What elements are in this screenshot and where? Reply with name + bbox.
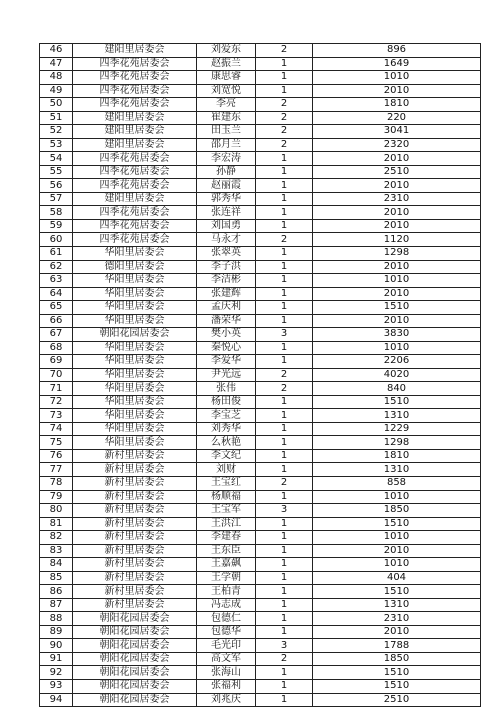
row-number-cell: 56	[40, 179, 73, 193]
person-name-cell: 李子洪	[197, 260, 256, 274]
row-number-cell: 52	[40, 125, 73, 139]
data-table	[39, 43, 481, 707]
count-cell: 1	[256, 165, 313, 179]
committee-cell: 新村里居委会	[73, 531, 197, 545]
count-cell: 1	[256, 463, 313, 477]
amount-cell: 2010	[313, 314, 481, 328]
count-cell: 1	[256, 84, 313, 98]
row-number-cell: 85	[40, 571, 73, 585]
amount-cell: 1010	[313, 341, 481, 355]
person-name-cell: 毛光印	[197, 639, 256, 653]
committee-cell: 四季花苑居委会	[73, 165, 197, 179]
amount-cell: 1510	[313, 585, 481, 599]
row-number-cell: 76	[40, 449, 73, 463]
person-name-cell: 王柏青	[197, 585, 256, 599]
table-row	[40, 274, 481, 288]
person-name-cell: 王洪江	[197, 517, 256, 531]
amount-cell: 2010	[313, 625, 481, 639]
table-row	[40, 382, 481, 396]
committee-cell: 朝阳花园居委会	[73, 625, 197, 639]
person-name-cell: 张连祥	[197, 206, 256, 220]
amount-cell: 2010	[313, 206, 481, 220]
count-cell: 1	[256, 71, 313, 85]
amount-cell: 1120	[313, 233, 481, 247]
count-cell: 1	[256, 57, 313, 71]
table-row	[40, 233, 481, 247]
count-cell: 1	[256, 598, 313, 612]
amount-cell: 1010	[313, 531, 481, 545]
committee-cell: 新村里居委会	[73, 585, 197, 599]
person-name-cell: 杨顺福	[197, 490, 256, 504]
amount-cell: 2010	[313, 179, 481, 193]
person-name-cell: 杨田俊	[197, 395, 256, 409]
person-name-cell: 刘秀华	[197, 422, 256, 436]
person-name-cell: 张伟	[197, 382, 256, 396]
row-number-cell: 48	[40, 71, 73, 85]
person-name-cell: 马永才	[197, 233, 256, 247]
amount-cell: 1810	[313, 449, 481, 463]
person-name-cell: 樊小英	[197, 328, 256, 342]
count-cell: 1	[256, 219, 313, 233]
amount-cell: 1649	[313, 57, 481, 71]
amount-cell: 2320	[313, 138, 481, 152]
count-cell: 1	[256, 260, 313, 274]
count-cell: 1	[256, 558, 313, 572]
amount-cell: 1850	[313, 504, 481, 518]
table-row	[40, 165, 481, 179]
row-number-cell: 59	[40, 219, 73, 233]
committee-cell: 华阳里居委会	[73, 314, 197, 328]
amount-cell: 4020	[313, 368, 481, 382]
row-number-cell: 86	[40, 585, 73, 599]
committee-cell: 四季花苑居委会	[73, 206, 197, 220]
amount-cell: 1510	[313, 395, 481, 409]
row-number-cell: 78	[40, 477, 73, 491]
row-number-cell: 67	[40, 328, 73, 342]
committee-cell: 新村里居委会	[73, 558, 197, 572]
table-row	[40, 71, 481, 85]
committee-cell: 新村里居委会	[73, 504, 197, 518]
committee-cell: 华阳里居委会	[73, 436, 197, 450]
count-cell: 2	[256, 652, 313, 666]
row-number-cell: 89	[40, 625, 73, 639]
amount-cell: 1510	[313, 301, 481, 315]
amount-cell: 2010	[313, 219, 481, 233]
committee-cell: 华阳里居委会	[73, 301, 197, 315]
count-cell: 2	[256, 477, 313, 491]
amount-cell: 3041	[313, 125, 481, 139]
committee-cell: 德阳里居委会	[73, 260, 197, 274]
committee-cell: 朝阳花园居委会	[73, 639, 197, 653]
table-row	[40, 436, 481, 450]
amount-cell: 220	[313, 111, 481, 125]
row-number-cell: 69	[40, 355, 73, 369]
amount-cell: 1010	[313, 274, 481, 288]
person-name-cell: 李建春	[197, 531, 256, 545]
table-row	[40, 477, 481, 491]
person-name-cell: 王嘉飙	[197, 558, 256, 572]
committee-cell: 新村里居委会	[73, 598, 197, 612]
count-cell: 1	[256, 693, 313, 707]
person-name-cell: 张翠英	[197, 246, 256, 260]
row-number-cell: 58	[40, 206, 73, 220]
committee-cell: 建阳里居委会	[73, 44, 197, 58]
count-cell: 1	[256, 206, 313, 220]
committee-cell: 华阳里居委会	[73, 395, 197, 409]
person-name-cell: 包德仁	[197, 612, 256, 626]
committee-cell: 四季花苑居委会	[73, 179, 197, 193]
committee-cell: 朝阳花园居委会	[73, 693, 197, 707]
table-row	[40, 301, 481, 315]
count-cell: 1	[256, 585, 313, 599]
table-row	[40, 585, 481, 599]
committee-cell: 四季花苑居委会	[73, 57, 197, 71]
table-row	[40, 314, 481, 328]
amount-cell: 1788	[313, 639, 481, 653]
row-number-cell: 77	[40, 463, 73, 477]
table-row	[40, 111, 481, 125]
committee-cell: 朝阳花园居委会	[73, 652, 197, 666]
committee-cell: 新村里居委会	[73, 571, 197, 585]
table-row	[40, 179, 481, 193]
table-row	[40, 639, 481, 653]
row-number-cell: 73	[40, 409, 73, 423]
person-name-cell: 王学朝	[197, 571, 256, 585]
table-row	[40, 463, 481, 477]
row-number-cell: 55	[40, 165, 73, 179]
count-cell: 1	[256, 179, 313, 193]
committee-cell: 新村里居委会	[73, 490, 197, 504]
row-number-cell: 93	[40, 679, 73, 693]
count-cell: 3	[256, 328, 313, 342]
row-number-cell: 60	[40, 233, 73, 247]
row-number-cell: 63	[40, 274, 73, 288]
row-number-cell: 82	[40, 531, 73, 545]
table-body	[40, 44, 481, 707]
amount-cell: 840	[313, 382, 481, 396]
row-number-cell: 64	[40, 287, 73, 301]
person-name-cell: 冯志成	[197, 598, 256, 612]
table-row	[40, 341, 481, 355]
amount-cell: 2010	[313, 287, 481, 301]
table-row	[40, 666, 481, 680]
committee-cell: 四季花苑居委会	[73, 84, 197, 98]
count-cell: 1	[256, 531, 313, 545]
amount-cell: 404	[313, 571, 481, 585]
committee-cell: 朝阳花园居委会	[73, 612, 197, 626]
count-cell: 2	[256, 98, 313, 112]
row-number-cell: 49	[40, 84, 73, 98]
row-number-cell: 47	[40, 57, 73, 71]
row-number-cell: 61	[40, 246, 73, 260]
table-row	[40, 652, 481, 666]
person-name-cell: 刘国勇	[197, 219, 256, 233]
table-row	[40, 206, 481, 220]
table-row	[40, 504, 481, 518]
person-name-cell: 潘荣华	[197, 314, 256, 328]
count-cell: 1	[256, 625, 313, 639]
amount-cell: 2010	[313, 260, 481, 274]
row-number-cell: 88	[40, 612, 73, 626]
amount-cell: 1010	[313, 71, 481, 85]
committee-cell: 建阳里居委会	[73, 111, 197, 125]
table-row	[40, 152, 481, 166]
row-number-cell: 54	[40, 152, 73, 166]
count-cell: 1	[256, 436, 313, 450]
row-number-cell: 70	[40, 368, 73, 382]
amount-cell: 1510	[313, 517, 481, 531]
table-row	[40, 219, 481, 233]
count-cell: 1	[256, 301, 313, 315]
count-cell: 1	[256, 490, 313, 504]
count-cell: 1	[256, 517, 313, 531]
person-name-cell: 王东臣	[197, 544, 256, 558]
amount-cell: 3830	[313, 328, 481, 342]
person-name-cell: 张福利	[197, 679, 256, 693]
amount-cell: 1010	[313, 490, 481, 504]
amount-cell: 2206	[313, 355, 481, 369]
person-name-cell: 刘宽悦	[197, 84, 256, 98]
amount-cell: 896	[313, 44, 481, 58]
count-cell: 2	[256, 368, 313, 382]
table-row	[40, 138, 481, 152]
table-row	[40, 679, 481, 693]
person-name-cell: 李洁彬	[197, 274, 256, 288]
amount-cell: 2310	[313, 192, 481, 206]
amount-cell: 2010	[313, 152, 481, 166]
amount-cell: 1229	[313, 422, 481, 436]
count-cell: 1	[256, 246, 313, 260]
person-name-cell: 秦悦心	[197, 341, 256, 355]
committee-cell: 建阳里居委会	[73, 125, 197, 139]
table-row	[40, 395, 481, 409]
table-row	[40, 693, 481, 707]
count-cell: 1	[256, 152, 313, 166]
committee-cell: 朝阳花园居委会	[73, 328, 197, 342]
count-cell: 1	[256, 666, 313, 680]
table-row	[40, 612, 481, 626]
amount-cell: 2010	[313, 544, 481, 558]
table-row	[40, 409, 481, 423]
table-row	[40, 328, 481, 342]
committee-cell: 华阳里居委会	[73, 368, 197, 382]
count-cell: 2	[256, 138, 313, 152]
committee-cell: 四季花苑居委会	[73, 71, 197, 85]
person-name-cell: 邵月兰	[197, 138, 256, 152]
row-number-cell: 74	[40, 422, 73, 436]
person-name-cell: 张海山	[197, 666, 256, 680]
table-row	[40, 355, 481, 369]
row-number-cell: 51	[40, 111, 73, 125]
committee-cell: 四季花苑居委会	[73, 152, 197, 166]
table-row	[40, 246, 481, 260]
amount-cell: 1298	[313, 246, 481, 260]
count-cell: 3	[256, 504, 313, 518]
table-row	[40, 98, 481, 112]
committee-cell: 华阳里居委会	[73, 274, 197, 288]
count-cell: 1	[256, 544, 313, 558]
row-number-cell: 57	[40, 192, 73, 206]
amount-cell: 2510	[313, 693, 481, 707]
row-number-cell: 46	[40, 44, 73, 58]
committee-cell: 华阳里居委会	[73, 355, 197, 369]
table-row	[40, 490, 481, 504]
person-name-cell: 尹光远	[197, 368, 256, 382]
person-name-cell: 李爱华	[197, 355, 256, 369]
amount-cell: 858	[313, 477, 481, 491]
count-cell: 3	[256, 639, 313, 653]
person-name-cell: 李亮	[197, 98, 256, 112]
person-name-cell: 李宝芝	[197, 409, 256, 423]
table-row	[40, 287, 481, 301]
table-row	[40, 192, 481, 206]
person-name-cell: 孟庆利	[197, 301, 256, 315]
count-cell: 2	[256, 125, 313, 139]
table-row	[40, 625, 481, 639]
amount-cell: 1310	[313, 463, 481, 477]
amount-cell: 2310	[313, 612, 481, 626]
table-row	[40, 531, 481, 545]
count-cell: 2	[256, 44, 313, 58]
count-cell: 1	[256, 395, 313, 409]
count-cell: 1	[256, 571, 313, 585]
person-name-cell: 么秋艳	[197, 436, 256, 450]
person-name-cell: 赵丽霞	[197, 179, 256, 193]
committee-cell: 新村里居委会	[73, 449, 197, 463]
amount-cell: 1298	[313, 436, 481, 450]
row-number-cell: 80	[40, 504, 73, 518]
committee-cell: 新村里居委会	[73, 544, 197, 558]
row-number-cell: 66	[40, 314, 73, 328]
count-cell: 1	[256, 274, 313, 288]
count-cell: 1	[256, 409, 313, 423]
person-name-cell: 王宝红	[197, 477, 256, 491]
committee-cell: 华阳里居委会	[73, 409, 197, 423]
committee-cell: 朝阳花园居委会	[73, 679, 197, 693]
count-cell: 1	[256, 355, 313, 369]
amount-cell: 1310	[313, 598, 481, 612]
row-number-cell: 72	[40, 395, 73, 409]
committee-cell: 四季花苑居委会	[73, 233, 197, 247]
committee-cell: 朝阳花园居委会	[73, 666, 197, 680]
table-row	[40, 125, 481, 139]
table-row	[40, 517, 481, 531]
person-name-cell: 崔建东	[197, 111, 256, 125]
committee-cell: 华阳里居委会	[73, 287, 197, 301]
table-row	[40, 571, 481, 585]
count-cell: 1	[256, 449, 313, 463]
committee-cell: 华阳里居委会	[73, 422, 197, 436]
person-name-cell: 包德华	[197, 625, 256, 639]
table-row	[40, 57, 481, 71]
table-row	[40, 544, 481, 558]
table-row	[40, 422, 481, 436]
row-number-cell: 50	[40, 98, 73, 112]
count-cell: 2	[256, 233, 313, 247]
count-cell: 1	[256, 314, 313, 328]
table-row	[40, 558, 481, 572]
amount-cell: 1810	[313, 98, 481, 112]
person-name-cell: 刘兆庆	[197, 693, 256, 707]
person-name-cell: 李宏涛	[197, 152, 256, 166]
person-name-cell: 高文军	[197, 652, 256, 666]
committee-cell: 建阳里居委会	[73, 192, 197, 206]
table-row	[40, 598, 481, 612]
table-row	[40, 260, 481, 274]
amount-cell: 2010	[313, 84, 481, 98]
person-name-cell: 刘财	[197, 463, 256, 477]
row-number-cell: 94	[40, 693, 73, 707]
committee-cell: 四季花苑居委会	[73, 98, 197, 112]
row-number-cell: 84	[40, 558, 73, 572]
row-number-cell: 83	[40, 544, 73, 558]
committee-cell: 建阳里居委会	[73, 138, 197, 152]
table-row	[40, 449, 481, 463]
row-number-cell: 91	[40, 652, 73, 666]
amount-cell: 1510	[313, 666, 481, 680]
committee-cell: 华阳里居委会	[73, 246, 197, 260]
count-cell: 1	[256, 287, 313, 301]
row-number-cell: 92	[40, 666, 73, 680]
count-cell: 1	[256, 612, 313, 626]
committee-cell: 新村里居委会	[73, 477, 197, 491]
table-row	[40, 368, 481, 382]
row-number-cell: 53	[40, 138, 73, 152]
row-number-cell: 81	[40, 517, 73, 531]
count-cell: 2	[256, 382, 313, 396]
row-number-cell: 62	[40, 260, 73, 274]
committee-cell: 华阳里居委会	[73, 341, 197, 355]
count-cell: 1	[256, 679, 313, 693]
person-name-cell: 郭秀华	[197, 192, 256, 206]
person-name-cell: 赵振兰	[197, 57, 256, 71]
amount-cell: 1510	[313, 679, 481, 693]
table-row	[40, 84, 481, 98]
committee-cell: 新村里居委会	[73, 463, 197, 477]
amount-cell: 1310	[313, 409, 481, 423]
row-number-cell: 90	[40, 639, 73, 653]
person-name-cell: 康思睿	[197, 71, 256, 85]
amount-cell: 1850	[313, 652, 481, 666]
count-cell: 1	[256, 341, 313, 355]
count-cell: 1	[256, 192, 313, 206]
row-number-cell: 65	[40, 301, 73, 315]
amount-cell: 2510	[313, 165, 481, 179]
committee-cell: 四季花苑居委会	[73, 219, 197, 233]
person-name-cell: 王宝军	[197, 504, 256, 518]
committee-cell: 华阳里居委会	[73, 382, 197, 396]
count-cell: 1	[256, 422, 313, 436]
amount-cell: 1010	[313, 558, 481, 572]
row-number-cell: 71	[40, 382, 73, 396]
row-number-cell: 79	[40, 490, 73, 504]
row-number-cell: 75	[40, 436, 73, 450]
count-cell: 2	[256, 111, 313, 125]
person-name-cell: 田玉兰	[197, 125, 256, 139]
person-name-cell: 孙静	[197, 165, 256, 179]
person-name-cell: 张建辉	[197, 287, 256, 301]
table-row	[40, 44, 481, 58]
row-number-cell: 87	[40, 598, 73, 612]
person-name-cell: 李文纪	[197, 449, 256, 463]
person-name-cell: 刘爱东	[197, 44, 256, 58]
committee-cell: 新村里居委会	[73, 517, 197, 531]
row-number-cell: 68	[40, 341, 73, 355]
